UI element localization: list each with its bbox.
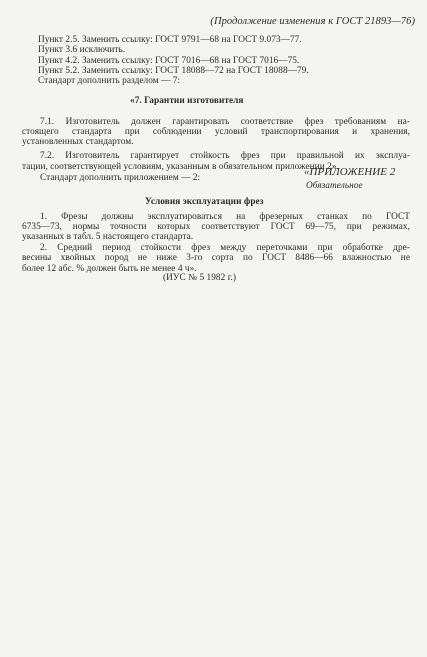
appendix-title: Условия эксплуатации фрез: [145, 197, 264, 207]
appendix-label: «ПРИЛОЖЕНИЕ 2: [304, 166, 396, 178]
amendment-line: Пункт 4.2. Заменить ссылку: ГОСТ 7016—68 на ГОСТ 7016—75.: [38, 56, 300, 66]
section-7-p2-line: 7.2. Изготовитель гарантирует стойкость фрез при правильной их эксплуа-: [40, 151, 410, 161]
section-7-p1-line: установленных стандартом.: [22, 137, 134, 147]
appendix-p2-line: 2. Средний период стойкости фрез между переточками при обработке дре-: [40, 243, 410, 253]
appendix-sublabel: Обязательное: [306, 181, 363, 191]
source-reference: (ИУС № 5 1982 г.): [163, 273, 237, 283]
section-7-title: «7. Гарантии изготовителя: [130, 96, 244, 106]
appendix-p1-line: указанных в табл. 5 настоящего стандарта.: [22, 232, 194, 242]
amendment-line: Пункт 2.5. Заменить ссылку: ГОСТ 9791—68 на ГОСТ 9.073—77.: [38, 35, 302, 45]
appendix-p2-line: более 12 абс. % должен быть не менее 4 ч».: [22, 264, 197, 274]
appendix-p2-line: весины хвойных пород не ниже 3-го сорта по ГОСТ 8486—66 влажностью не: [22, 253, 410, 263]
page-header: (Продолжение изменения к ГОСТ 21893—76): [210, 16, 415, 27]
amendment-line: Пункт 3.6 исключить.: [38, 45, 126, 55]
section-7-p1-line: 7.1. Изготовитель должен гарантировать соответствие фрез требованиям на-: [40, 117, 410, 127]
section-7-p2-line: тации, соответствующей условиям, указанным в обязательном приложении 2».: [22, 162, 339, 172]
section-7-p1-line: стоящего стандарта при соблюдении условий транспортирования и хранения,: [22, 127, 410, 137]
amendment-line: Пункт 5.2. Заменить ссылку: ГОСТ 18088—72 на ГОСТ 18088—79.: [38, 66, 309, 76]
appendix-p1-line: 1. Фрезы должны эксплуатироваться на фрезерных станках по ГОСТ: [40, 212, 410, 222]
appendix-addendum: Стандарт дополнить приложением — 2:: [40, 173, 201, 183]
appendix-p1-line: 6735—73, нормы точности которых соответствуют ГОСТ 69—75, при режимах,: [22, 222, 410, 232]
amendment-line: Стандарт дополнить разделом — 7:: [38, 76, 181, 86]
